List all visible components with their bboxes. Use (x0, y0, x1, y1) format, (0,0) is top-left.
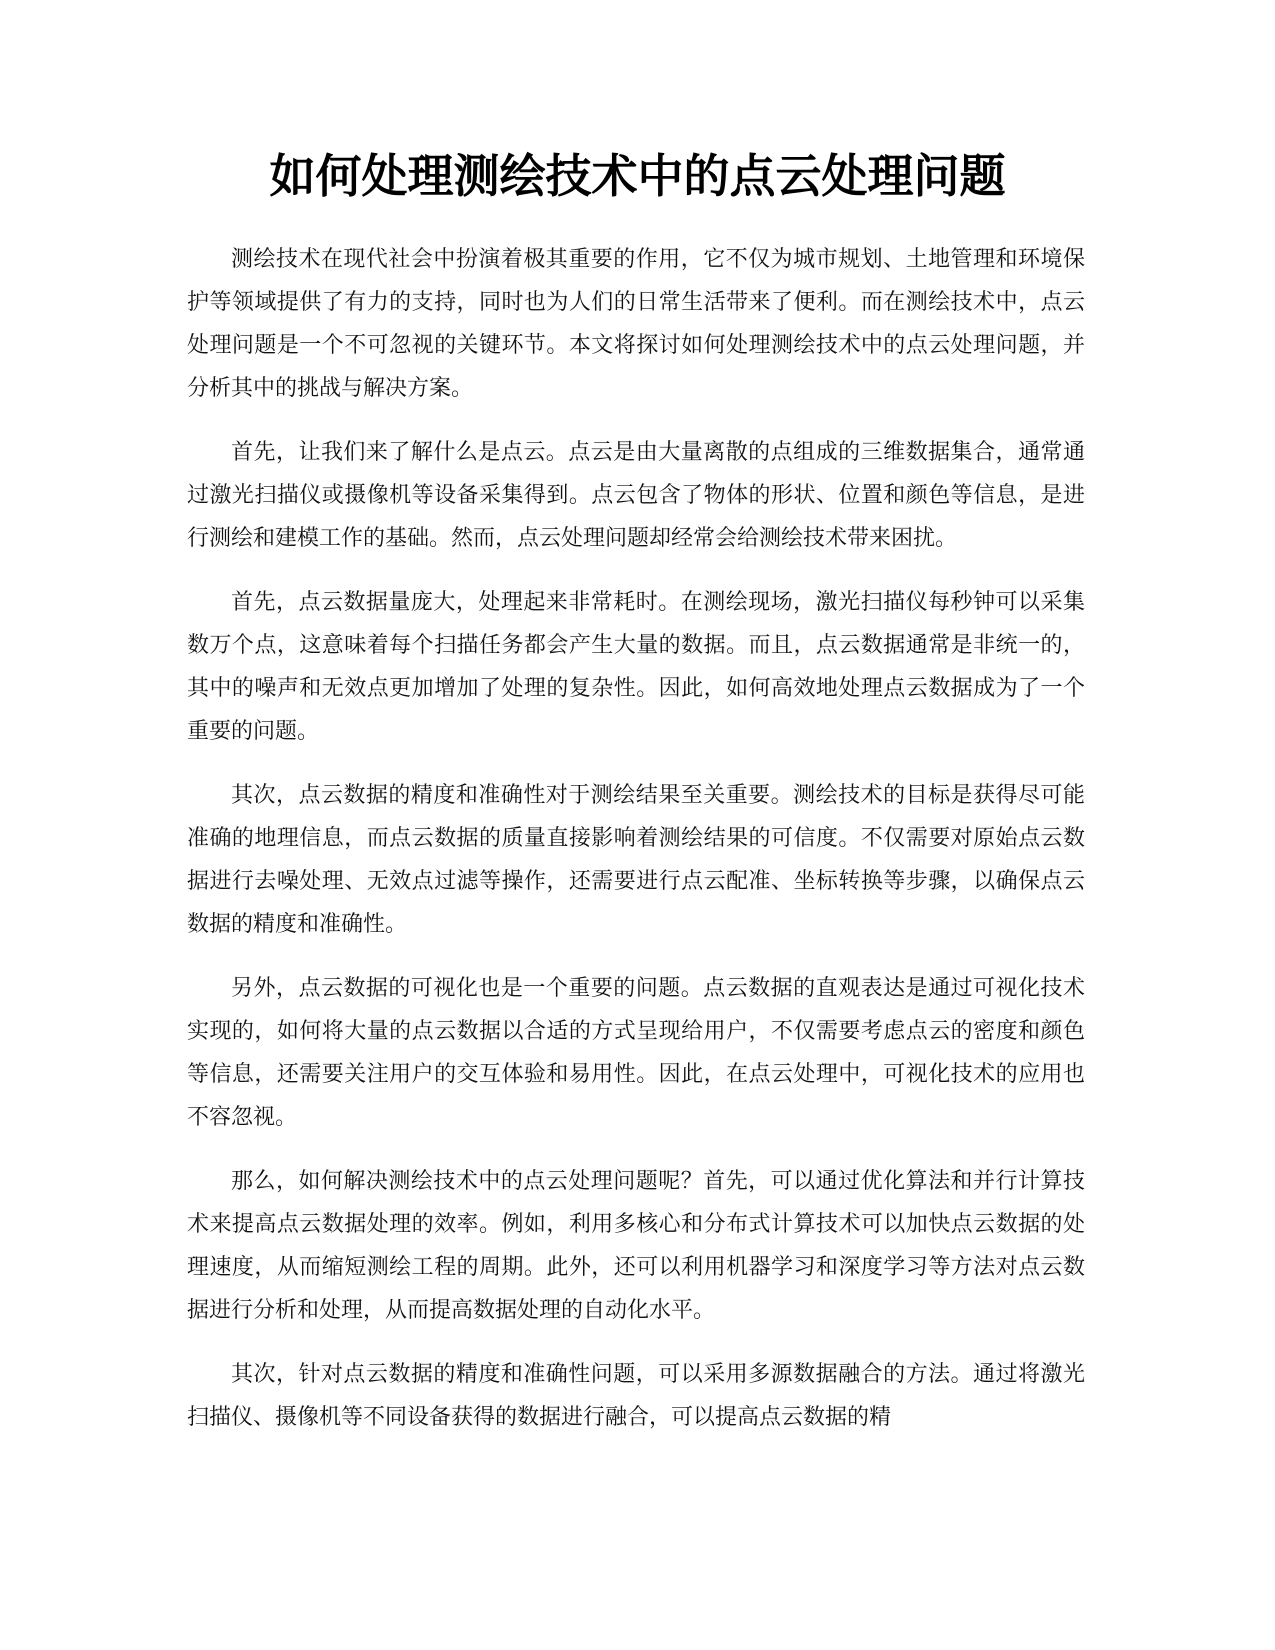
document-title: 如何处理测绘技术中的点云处理问题 (269, 149, 1006, 203)
document-body (187, 238, 1085, 1460)
paragraph-5: 另外，点云数据的可视化也是一个重要的问题。点云数据的直观表达是通过可视化技术实现的，如何将大量的点云数据以合适的方式呈现给用户，不仅需要考虑点云的密度和颜色等信息，还需要关注用户的交互体验和易用性。因此，在点云处理中，可视化技术的应用也不容忽视。 (187, 976, 1085, 1130)
paragraph-6: 那么，如何解决测绘技术中的点云处理问题呢？首先，可以通过优化算法和并行计算技术来提高点云数据处理的效率。例如，利用多核心和分布式计算技术可以加快点云数据的处理速度，从而缩短测绘工程的周期。此外，还可以利用机器学习和深度学习等方法对点云数据进行分析和处理，从而提高数据处理的自动化水平。 (187, 1169, 1085, 1323)
paragraph-3: 首先，点云数据量庞大，处理起来非常耗时。在测绘现场，激光扫描仪每秒钟可以采集数万个点，这意味着每个扫描任务都会产生大量的数据。而且，点云数据通常是非统一的，其中的噪声和无效点更加增加了处理的复杂性。因此，如何高效地处理点云数据成为了一个重要的问题。 (187, 590, 1085, 744)
paragraph-2: 首先，让我们来了解什么是点云。点云是由大量离散的点组成的三维数据集合，通常通过激光扫描仪或摄像机等设备采集得到。点云包含了物体的形状、位置和颜色等信息，是进行测绘和建模工作的基础。然而，点云处理问题却经常会给测绘技术带来困扰。 (187, 440, 1085, 551)
paragraph-7: 其次，针对点云数据的精度和准确性问题，可以采用多源数据融合的方法。通过将激光扫描仪、摄像机等不同设备获得的数据进行融合，可以提高点云数据的精 (187, 1362, 1085, 1430)
paragraph-1: 测绘技术在现代社会中扮演着极其重要的作用，它不仅为城市规划、土地管理和环境保护等领域提供了有力的支持，同时也为人们的日常生活带来了便利。而在测绘技术中，点云处理问题是一个不可忽视的关键环节。本文将探讨如何处理测绘技术中的点云处理问题，并分析其中的挑战与解决方案。 (187, 247, 1085, 401)
paragraph-4: 其次，点云数据的精度和准确性对于测绘结果至关重要。测绘技术的目标是获得尽可能准确的地理信息，而点云数据的质量直接影响着测绘结果的可信度。不仅需要对原始点云数据进行去噪处理、无效点过滤等操作，还需要进行点云配准、坐标转换等步骤，以确保点云数据的精度和准确性。 (187, 783, 1085, 937)
